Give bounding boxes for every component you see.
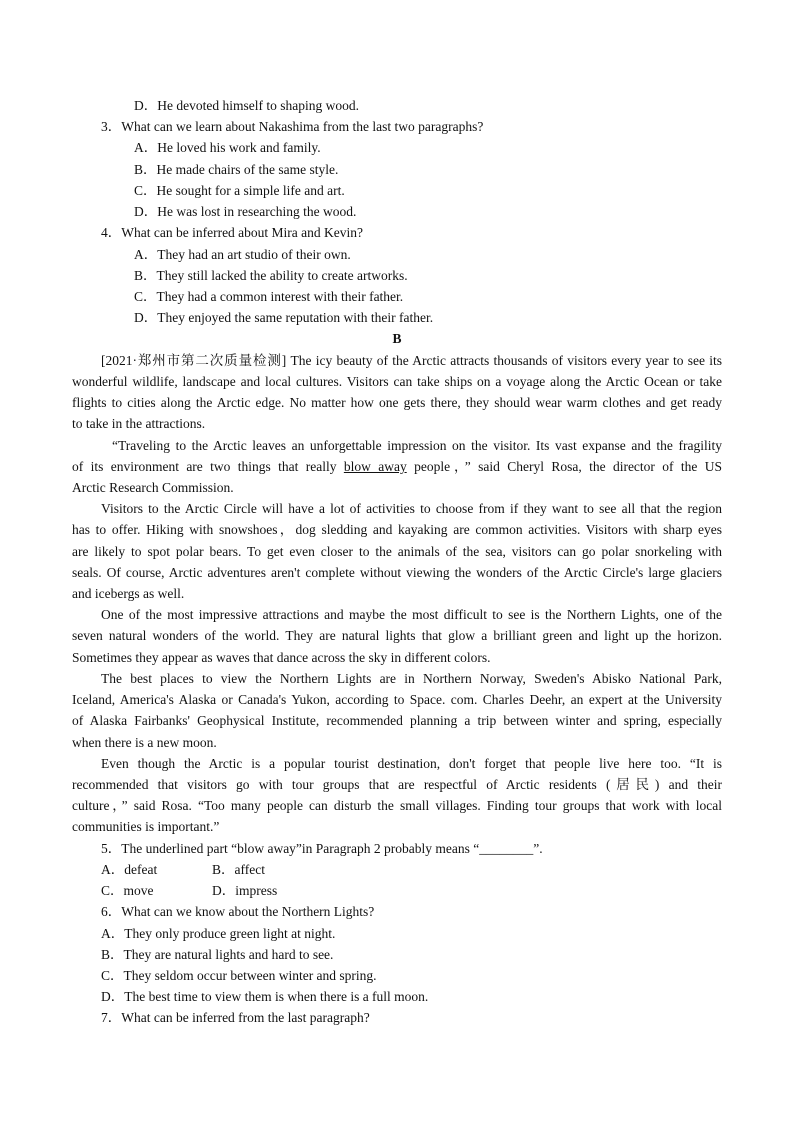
answer-option: B．affect xyxy=(212,861,265,877)
passage-line: has to offer. Hiking with snowshoes，dog sledding and kayaking are common activities. Visitors with sharp eyes xyxy=(72,522,722,538)
underlined-phrase: blow away xyxy=(343,458,407,474)
answer-option: C．move xyxy=(101,883,154,899)
passage-line: Even though the Arctic is a popular tourist destination, don't forget that people live here too. “It is xyxy=(101,755,722,771)
passage-line: communities is important.” xyxy=(72,819,220,835)
passage-line: of Alaska Fairbanks' Geophysical Institute, recommended planning a trip between winter and spring, especially xyxy=(72,713,722,729)
passage-line: seven natural wonders of the world. They are natural lights that glow a brilliant green and light up the horizon. xyxy=(72,628,722,644)
question-line: 3．What can we learn about Nakashima from the last two paragraphs? xyxy=(101,119,484,135)
passage-line: are likely to spot polar bears. To get even closer to the animals of the sea, visitors can go polar snorkeling with xyxy=(72,543,722,559)
passage-line: recommended that visitors go with tour groups that are respectful of Arctic residents (居民) and their xyxy=(72,777,722,792)
answer-option: C．He sought for a simple life and art. xyxy=(134,182,345,198)
passage-line: Sometimes they appear as waves that dance across the sky in different colors. xyxy=(72,649,491,665)
question-line: 6．What can we know about the Northern Lights? xyxy=(101,904,375,920)
answer-option: D．He was lost in researching the wood. xyxy=(134,204,357,220)
passage-line: flights to cities along the Arctic edge. No matter how one gets there, they should wear warm clothes and get ready xyxy=(72,395,722,411)
answer-option: A．They had an art studio of their own. xyxy=(134,246,351,262)
answer-option: B．He made chairs of the same style. xyxy=(134,161,339,177)
section-heading: B xyxy=(392,331,402,347)
passage-line: culture，” said Rosa. “Too many people can disturb the small villages. Finding tour groups that work with local xyxy=(72,798,722,814)
passage-line: when there is a new moon. xyxy=(72,734,217,750)
answer-option: A．They only produce green light at night. xyxy=(101,925,336,941)
answer-option: B．They still lacked the ability to create artworks. xyxy=(134,267,408,283)
answer-option: A．He loved his work and family. xyxy=(134,140,321,156)
answer-option: B．They are natural lights and hard to see. xyxy=(101,946,334,962)
question-line: 7．What can be inferred from the last paragraph? xyxy=(101,1010,370,1026)
answer-option: D．They enjoyed the same reputation with their father. xyxy=(134,310,434,326)
passage-line: The best places to view the Northern Lights are in Northern Norway, Sweden's Abisko National Park, xyxy=(101,670,722,686)
passage-line: One of the most impressive attractions and maybe the most difficult to see is the Northern Lights, one of the xyxy=(101,607,722,623)
passage-line xyxy=(72,456,722,477)
answer-option: C．They had a common interest with their father. xyxy=(134,288,404,304)
answer-option: D．impress xyxy=(212,883,278,899)
passage-line: Iceland, America's Alaska or Canada's Yukon, according to Space. com. Charles Deehr, an expert at the University xyxy=(72,692,722,708)
answer-option: C．They seldom occur between winter and spring. xyxy=(101,967,377,983)
passage-line: and icebergs as well. xyxy=(72,586,185,602)
text-segment: of its environment are two things that really xyxy=(72,458,344,474)
passage-line: seals. Of course, Arctic adventures aren't complete without viewing the wonders of the Arctic Circle's large glaciers xyxy=(72,564,722,580)
passage-line: “Traveling to the Arctic leaves an unforgettable impression on the visitor. Its vast expanse and the fragility xyxy=(112,437,722,453)
answer-option: D．He devoted himself to shaping wood. xyxy=(134,98,359,113)
answer-option xyxy=(72,859,722,880)
question-line: 5．The underlined part “blow away”in Paragraph 2 probably means “________”. xyxy=(101,840,543,856)
question-line: 4．What can be inferred about Mira and Kevin? xyxy=(101,225,364,241)
text-segment: people，” said Cheryl Rosa, the director of the US xyxy=(414,458,722,474)
answer-option xyxy=(72,880,722,901)
passage-line: wonderful wildlife, landscape and local cultures. Visitors can take ships on a voyage along the Arctic Ocean or take xyxy=(72,373,722,389)
passage-line: Arctic Research Commission. xyxy=(72,479,234,495)
passage-line: [2021·郑州市第二次质量检测] The icy beauty of the Arctic attracts thousands of visitors every year to see its xyxy=(101,352,722,368)
passage-line: to take in the attractions. xyxy=(72,416,206,432)
answer-option: D．The best time to view them is when there is a full moon. xyxy=(101,989,429,1005)
passage-line: Visitors to the Arctic Circle will have a lot of activities to choose from if they want to see all that the region xyxy=(101,501,722,517)
document-page xyxy=(72,95,722,1029)
answer-option: A．defeat xyxy=(101,861,158,877)
